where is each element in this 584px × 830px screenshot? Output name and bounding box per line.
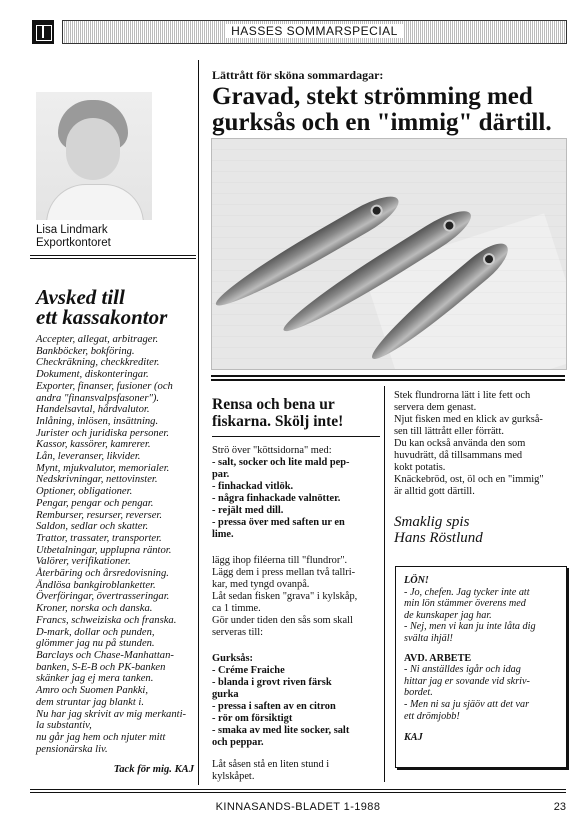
text-line: pensionärska liv.: [36, 743, 108, 755]
footer-rule: [30, 792, 566, 793]
text-line: - blanda i grovt riven färsk: [212, 677, 332, 688]
text-line: - Jo, chefen. Jag tycker inte att: [404, 586, 530, 598]
text-line: Nu har jag skrivit av mig merkanti-: [36, 708, 187, 720]
text-line: Dokument, diskonteringar.: [36, 369, 149, 381]
text-line: Lägg dem i press mellan två tallri-: [212, 567, 356, 578]
joke-title: AVD. ARBETE: [404, 652, 472, 664]
author-department: Exportkontoret: [36, 237, 111, 249]
text-line: Pengar, pengar och pengar.: [36, 497, 154, 509]
text-line: servera dem genast.: [394, 402, 477, 413]
text-line: kokt potatis.: [394, 462, 446, 473]
text-line: ett drömjobb!: [404, 710, 460, 722]
poem-body: [36, 334, 198, 755]
text-line: Kassor, kassörer, kamrerer.: [36, 439, 151, 451]
divider: [30, 258, 196, 259]
text-line: Exporter, finanser, fusioner (och: [36, 380, 173, 392]
text-line: dem struntar jag blankt i.: [36, 696, 144, 708]
text-line: banken, S-E-B och PK-banken: [36, 661, 166, 673]
text-line: huvudrätt, då tillsammans med: [394, 450, 523, 461]
text-line: Stek flundrorna lätt i lite fett och: [394, 390, 531, 401]
text-line: kylskåpet.: [212, 771, 255, 782]
text-line: de kunskaper jag har.: [404, 609, 492, 621]
text-line: - Créme Fraiche: [212, 665, 285, 676]
text-line: Nedskrivningar, nettovinster.: [36, 474, 158, 486]
text-line: sen till lättrått eller förrätt.: [394, 426, 504, 437]
article-headline: Gravad, stekt strömming med gurksås och en "immig" därtill.: [212, 83, 552, 136]
text-line: - pressa i saften av en citron: [212, 701, 336, 712]
ingredient-list: [212, 457, 380, 541]
recipe-subheading: Rensa och bena ur fiskarna. Skölj inte!: [212, 396, 344, 430]
column-divider: [198, 60, 199, 785]
text-line: - rör om försiktigt: [212, 713, 293, 724]
magazine-logo-icon: [32, 20, 54, 44]
section-title: HASSES SOMMARSPECIAL: [225, 24, 404, 38]
author-name: Lisa Lindmark: [36, 224, 108, 236]
text-line: Barclays och Chase-Manhattan-: [36, 649, 174, 661]
text-line: Återbäring och årsredovisning.: [36, 568, 169, 580]
text-line: gurka: [212, 689, 239, 700]
text-line: Handelsavtal, hårdvalutor.: [36, 404, 150, 416]
text-line: - Nej, men vi kan ju inte låta dig: [404, 621, 536, 633]
text-line: Lån, leveranser, likvider.: [36, 451, 141, 463]
recipe-intro: Strö över "köttsidorna" med:: [212, 445, 332, 456]
text-line: Bankböcker, bokföring.: [36, 345, 135, 357]
text-line: - salt, socker och lite mald pep-: [212, 457, 350, 468]
author-photo: [36, 92, 152, 220]
sauce-title: Gurksås:: [212, 653, 253, 664]
text-line: Amro och Suomen Pankki,: [36, 685, 148, 697]
recipe-column: [212, 396, 380, 783]
text-line: Ändlösa bankgiroblanketter.: [36, 579, 156, 591]
section-header-bar: [62, 20, 567, 44]
text-line: - smaka av med lite socker, salt: [212, 725, 350, 736]
serving-column: [394, 390, 566, 546]
joke-text: [404, 664, 562, 722]
text-line: - rejält med dill.: [212, 505, 284, 516]
divider: [212, 436, 380, 437]
text-line: - Men ni sa ju sjäöv att det var: [404, 698, 530, 710]
recipe-closing: [212, 759, 380, 783]
text-line: Remburser, resurser, reverser.: [36, 509, 163, 521]
poem-title: Avsked till ett kassakontor: [36, 285, 168, 329]
text-line: Optioner, obligationer.: [36, 486, 133, 498]
text-line: Utbetalningar, upplupna räntor.: [36, 544, 172, 556]
text-line: Överföringar, övertrasseringar.: [36, 591, 170, 603]
text-line: Valörer, verifikationer.: [36, 556, 131, 568]
text-line: ca 1 timme.: [212, 603, 261, 614]
text-line: glömmer jag nu på stunden.: [36, 638, 155, 650]
text-line: nu går jag hem och njuter mitt: [36, 731, 166, 743]
text-line: la substantiv,: [36, 720, 92, 732]
joke-text: [404, 587, 562, 645]
text-line: Kroner, norska och danska.: [36, 603, 153, 615]
divider: [30, 255, 196, 256]
text-line: Knäckebröd, ost, öl och en "immig": [394, 474, 544, 485]
text-line: svälta ihjäl!: [404, 632, 453, 644]
author-byline: [36, 224, 111, 250]
article-signature: Smaklig spis Hans Röstlund: [394, 514, 483, 546]
text-line: andra "finansvalpsfasoner").: [36, 392, 160, 404]
text-line: Saldon, sedlar och skatter.: [36, 521, 149, 533]
text-line: Låt såsen stå en liten stund i: [212, 759, 330, 770]
text-line: är alltid gott därtill.: [394, 486, 475, 497]
text-line: Checkräkning, checkkrediter.: [36, 357, 160, 369]
text-line: skänker jag ej mera tanken.: [36, 673, 154, 685]
recipe-method: [212, 555, 380, 639]
text-line: hittar jag er sovande vid skriv-: [404, 675, 530, 687]
joke-box: [395, 566, 567, 768]
joke-title: LÖN!: [404, 575, 429, 586]
text-line: lägg ihop filéerna till "flundror".: [212, 555, 348, 566]
sauce-list: [212, 665, 380, 749]
herring-photo: [211, 138, 567, 370]
text-line: Francs, schweiziska och franska.: [36, 614, 177, 626]
text-line: och peppar.: [212, 737, 264, 748]
text-line: lime.: [212, 529, 234, 540]
article-kicker: Lättrått för sköna sommardagar:: [212, 68, 384, 82]
text-line: Trattor, trassater, transporter.: [36, 532, 162, 544]
publication-name: KINNASANDS-BLADET 1-1988: [215, 801, 381, 813]
serving-text: [394, 390, 566, 498]
footer-rule: [30, 789, 566, 790]
text-line: D-mark, dollar och punden,: [36, 626, 155, 638]
text-line: par.: [212, 469, 230, 480]
text-line: Inlåning, inlösen, insättning.: [36, 415, 159, 427]
text-line: bordet.: [404, 687, 433, 699]
text-line: Låt sedan fisken "grava" i kylskåp,: [212, 591, 358, 602]
text-line: Accepter, allegat, arbitrager.: [36, 334, 159, 345]
divider: [211, 379, 565, 381]
text-line: Mynt, mjukvalutor, memorialer.: [36, 462, 170, 474]
text-line: min lön stämmer överens med: [404, 598, 526, 610]
poem-signature: Tack för mig. KAJ: [113, 764, 194, 775]
text-line: kar, med tyngd ovanpå.: [212, 579, 310, 590]
text-line: Du kan också använda den som: [394, 438, 526, 449]
text-line: Gör under tiden den sås som skall: [212, 615, 353, 626]
text-line: Njut fisken med en klick av gurkså-: [394, 414, 543, 425]
text-line: serveras till:: [212, 627, 264, 638]
text-line: - några finhackade valnötter.: [212, 493, 341, 504]
joke-signature: KAJ: [404, 732, 423, 744]
text-line: - finhackad vitlök.: [212, 481, 294, 492]
page-number: 23: [553, 801, 566, 813]
text-line: - Ni anställdes igår och idag: [404, 664, 521, 676]
divider: [211, 375, 565, 377]
text-line: Jurister och juridiska personer.: [36, 427, 170, 439]
text-line: - pressa över med saften ur en: [212, 517, 345, 528]
column-divider: [384, 386, 385, 782]
